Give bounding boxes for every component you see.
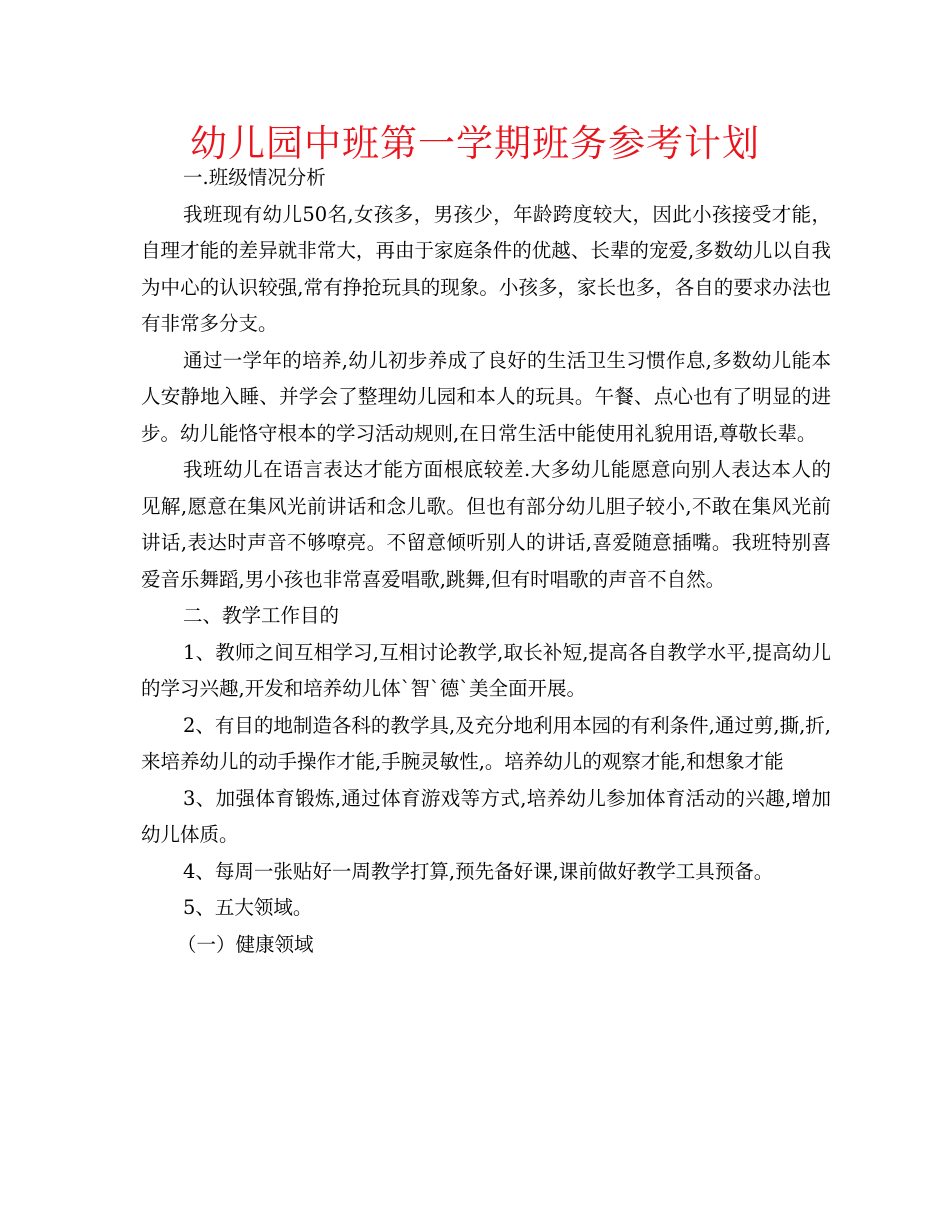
paragraph-habits-progress: 通过一学年的培养,幼儿初步养成了良好的生活卫生习惯作息,多数幼儿能本人安静地入睡、并学会了整理幼儿园和本人的玩具。午餐、点心也有了明显的进步。幼儿能恪守根本的学习活动规则,在日常生活中能使用礼貌用语,尊敬长辈。 [141, 348, 831, 445]
list-item-goal-3: 3、加强体育锻炼,通过体育游戏等方式,培养幼儿参加体育活动的兴趣,增加幼儿体质。 [141, 786, 831, 846]
section-heading-class-analysis: 一.班级情况分析 [183, 166, 326, 189]
list-item-goal-2: 2、有目的地制造各科的教学具,及充分地利用本园的有利条件,通过剪,撕,折,来培养幼儿的动手操作才能,手腕灵敏性,。培养幼儿的观察才能,和想象才能 [141, 713, 831, 773]
list-item-goal-4: 4、每周一张贴好一周教学打算,预先备好课,课前做好教学工具预备。 [183, 859, 774, 883]
document-body [141, 160, 831, 963]
list-item-goal-1: 1、教师之间互相学习,互相讨论教学,取长补短,提高各自教学水平,提高幼儿的学习兴趣,开发和培养幼儿体`智`德`美全面开展。 [141, 640, 831, 700]
paragraph-language-ability: 我班幼儿在语言表达才能方面根底较差.大多幼儿能愿意向别人表达本人的见解,愿意在集风光前讲话和念儿歌。但也有部分幼儿胆子较小,不敢在集风光前讲话,表达时声音不够嘹亮。不留意倾听别人的讲话,喜爱随意插嘴。我班特别喜爱音乐舞蹈,男小孩也非常喜爱唱歌,跳舞,但有时唱歌的声音不自然。 [141, 458, 831, 591]
list-item-goal-5: 5、五大领域。 [183, 896, 313, 919]
subsection-heading-health: （一）健康领域 [177, 932, 314, 956]
paragraph-class-overview: 我班现有幼儿50名,女孩多，男孩少，年龄跨度较大，因此小孩接受才能，自理才能的差异就非常大，再由于家庭条件的优越、长辈的宠爱,多数幼儿以自我为中心的认识较强,常有挣抢玩具的现象。小孩多，家长也多，各自的要求办法也有非常多分支。 [141, 202, 831, 335]
section-heading-teaching-goals: 二、教学工作目的 [183, 604, 340, 627]
page-title: 幼儿园中班第一学期班务参考计划 [190, 122, 760, 165]
